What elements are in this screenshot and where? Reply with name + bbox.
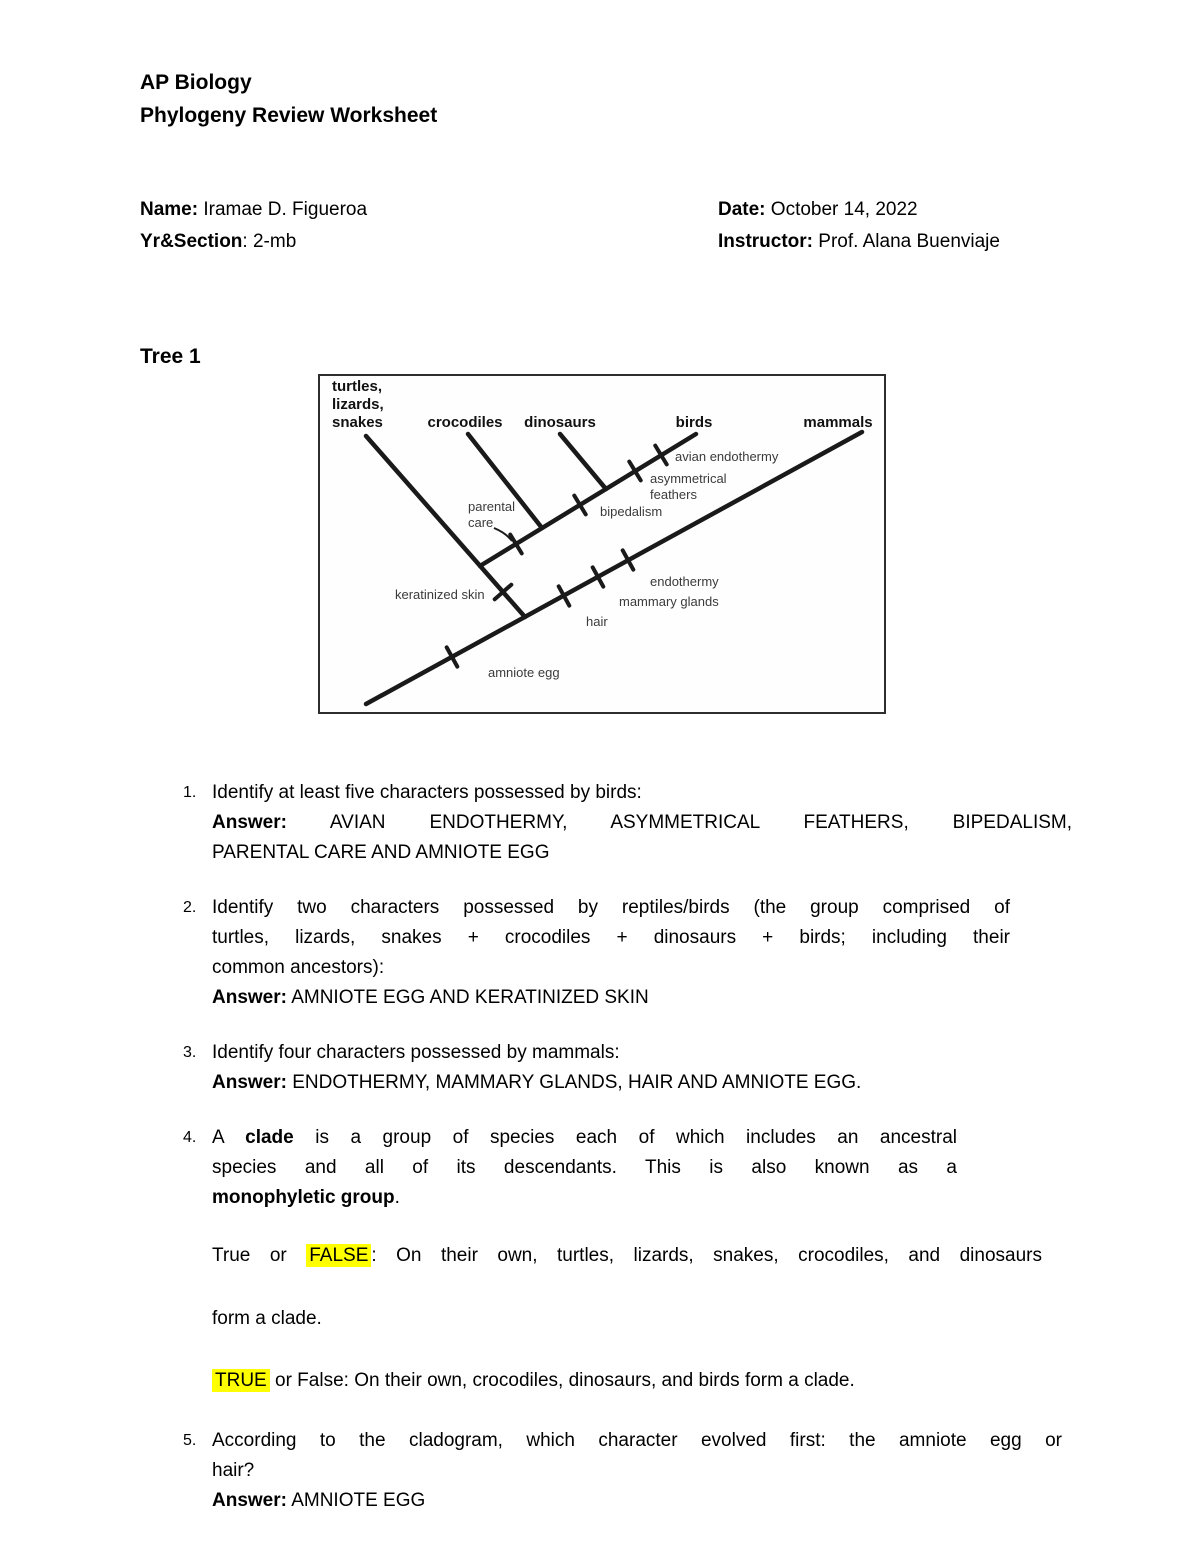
character-label-keratinized-skin: keratinized skin [395, 587, 485, 602]
section-value: 2-mb [252, 231, 297, 252]
name-label: Name: [140, 199, 199, 220]
document-header [140, 66, 1200, 132]
page-title: Phylogeny Review Worksheet [140, 104, 438, 127]
true-false-2: TRUE or False: On their own, crocodiles, dinosaurs, and birds form a clade. [212, 1366, 1200, 1396]
answer-text: AMNIOTE EGG [291, 1490, 426, 1511]
cladogram-svg [320, 376, 884, 712]
date-label: Date: [718, 199, 766, 220]
question-3-prompt: Identify four characters possessed by mammals: [212, 1042, 620, 1063]
answer-text: ENDOTHERMY, MAMMARY GLANDS, HAIR AND AMNIOTE EGG. [292, 1072, 862, 1093]
date-value: October 14, 2022 [770, 199, 918, 220]
character-label-endothermy: endothermy [650, 574, 719, 589]
character-label-asymmetrical-feathers: asymmetrical feathers [650, 471, 727, 502]
cladogram-figure [318, 374, 886, 714]
instructor-row [718, 226, 1200, 258]
character-label-amniote-egg: amniote egg [488, 665, 560, 680]
answer-label: Answer: [212, 1072, 287, 1093]
monophyletic-term: monophyletic group [212, 1187, 395, 1208]
section-row: Yr&Section: 2-mb [140, 231, 297, 252]
answer-text: AMNIOTE EGG AND KERATINIZED SKIN [291, 987, 649, 1008]
question-2-answer [212, 983, 1200, 1013]
branch-main-spine [366, 432, 862, 704]
date-row [718, 194, 1200, 226]
question-2-prompt-l2: turtles, lizards, snakes + crocodiles + dinosaurs + birds; including their [212, 927, 1010, 948]
question-3-number: 3. [183, 1044, 197, 1061]
taxon-label-birds: birds [675, 414, 713, 431]
question-3 [140, 1038, 1200, 1098]
question-4 [140, 1123, 1200, 1396]
true-false-1: True or FALSE : On their own, turtles, lizards, snakes, crocodiles, and dinosaurs [212, 1245, 1042, 1266]
question-5-number: 5. [183, 1432, 197, 1449]
taxon-label-mammals: mammals [803, 414, 873, 431]
taxon-label-crocodiles: crocodiles [427, 414, 503, 431]
instructor-value: Prof. Alana Buenviaje [818, 231, 1000, 252]
tree-caption: Tree 1 [140, 345, 201, 368]
clade-term: clade [245, 1127, 294, 1148]
character-label-bipedalism: bipedalism [600, 504, 663, 519]
question-1-prompt: Identify at least five characters possessed by birds: [212, 782, 642, 803]
question-2-prompt-l1: Identify two characters possessed by reptiles/birds (the group comprised of [212, 897, 1010, 918]
name-row [140, 194, 718, 226]
question-4-def-l1: A clade is a group of species each of which includes an ancestral [212, 1127, 958, 1148]
character-label-parental-care: parental care [468, 499, 515, 530]
question-1-answer-cont: PARENTAL CARE AND AMNIOTE EGG [212, 842, 550, 863]
question-2-prompt-l3: common ancestors): [212, 957, 385, 978]
question-3-answer [212, 1068, 1200, 1098]
question-4-def-l3: monophyletic group. [212, 1187, 400, 1208]
question-4-number: 4. [183, 1129, 197, 1146]
question-5-answer [212, 1486, 1200, 1516]
highlight-false: FALSE [306, 1244, 371, 1267]
answer-label: Answer: [212, 1490, 287, 1511]
question-2 [140, 893, 1200, 1013]
question-5 [140, 1426, 1200, 1516]
question-5-prompt-l1: According to the cladogram, which character evolved first: the amniote egg or [212, 1430, 1062, 1451]
section-label: Yr&Section [140, 231, 243, 252]
answer-text: AVIAN ENDOTHERMY, ASYMMETRICAL FEATHERS, BIPEDALISM, [329, 812, 1072, 833]
question-1-answer [212, 808, 1072, 838]
taxon-label-turtles-lizards-snakes: turtles, lizards, snakes [332, 378, 384, 431]
branch-dinosaurs [560, 434, 606, 489]
true-false-1-cont: form a clade. [212, 1308, 322, 1329]
highlight-true: TRUE [212, 1369, 270, 1392]
character-label-avian-endothermy: avian endothermy [675, 449, 779, 464]
question-list [140, 778, 1200, 1516]
course-title: AP Biology [140, 71, 252, 94]
character-label-hair: hair [586, 614, 608, 629]
answer-label: Answer: [212, 987, 287, 1008]
name-value: Iramae D. Figueroa [203, 199, 368, 220]
question-5-prompt-l2: hair? [212, 1460, 255, 1481]
question-2-number: 2. [183, 899, 197, 916]
taxon-label-dinosaurs: dinosaurs [524, 414, 596, 431]
question-4-def-l2: species and all of its descendants. This is also known as a [212, 1157, 957, 1178]
answer-label: Answer: [212, 812, 287, 833]
instructor-label: Instructor: [718, 231, 813, 252]
question-1 [140, 778, 1200, 868]
student-info [140, 194, 1200, 258]
character-label-mammary-glands: mammary glands [619, 594, 719, 609]
question-1-number: 1. [183, 784, 197, 801]
